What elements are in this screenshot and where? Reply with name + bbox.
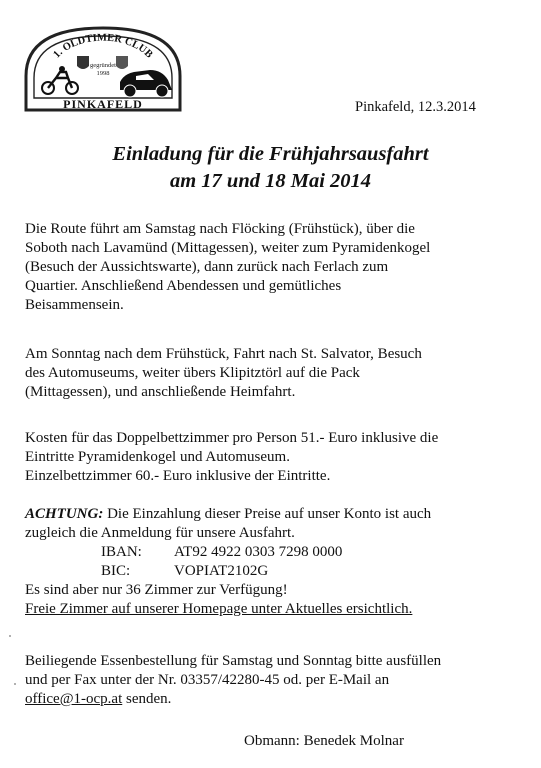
text-line: Soboth nach Lavamünd (Mittagessen), weiter zum Pyramidenkogel <box>25 240 431 256</box>
route-saturday-paragraph <box>25 220 430 315</box>
text-line: und per Fax unter der Nr. 03357/42280-45 od. per E-Mail an <box>25 672 390 688</box>
text-line: (Besuch der Aussichtswarte), dann zurück nach Ferlach zum <box>25 259 389 275</box>
text-line: (Mittagessen), und anschließende Heimfahrt. <box>25 384 296 400</box>
text-line: Die Route führt am Samstag nach Flöcking (Frühstück), über die <box>25 221 415 237</box>
club-logo <box>22 24 184 114</box>
page-title <box>0 141 541 195</box>
bic-label: BIC: <box>101 563 131 579</box>
costs-paragraph <box>25 429 438 486</box>
meal-order-paragraph <box>25 652 441 709</box>
iban-label: IBAN: <box>101 544 142 560</box>
text-line: des Automuseums, weiter übers Klipitztörl auf die Pack <box>25 365 360 381</box>
payment-paragraph <box>25 505 431 619</box>
logo-arc-text: 1. OLDTIMER CLUB <box>51 32 155 61</box>
text-line: Es sind aber nur 36 Zimmer zur Verfügung! <box>25 582 288 598</box>
bic-line <box>25 562 431 581</box>
scan-speck <box>14 683 16 685</box>
text-line: Beiliegende Essenbestellung für Samstag und Sonntag bitte ausfüllen <box>25 653 442 669</box>
text-line: Einzelbettzimmer 60.- Euro inklusive der Eintritte. <box>25 468 331 484</box>
text-fragment: senden. <box>122 691 172 707</box>
date-line: Pinkafeld, 12.3.2014 <box>355 99 476 115</box>
route-sunday-paragraph <box>25 345 422 402</box>
homepage-note: Freie Zimmer auf unserer Homepage unter Aktuelles ersichtlich. <box>25 601 413 617</box>
achtung-label: ACHTUNG: <box>25 506 104 522</box>
signature-line: Obmann: Benedek Molnar <box>244 733 404 749</box>
logo-founded-label: gegründet <box>90 62 116 69</box>
text-line <box>25 690 441 709</box>
text-line: Quartier. Anschließend Abendessen und gemütliches <box>25 278 342 294</box>
iban-value: AT92 4922 0303 7298 0000 <box>174 544 343 560</box>
iban-line <box>25 543 431 562</box>
bic-value: VOPIAT2102G <box>174 563 269 579</box>
text-line: zugleich die Anmeldung für unsere Ausfahrt. <box>25 525 295 541</box>
achtung-text: Die Einzahlung dieser Preise auf unser Konto ist auch <box>103 506 432 522</box>
title-line-2: am 17 und 18 Mai 2014 <box>169 170 372 192</box>
text-line <box>25 505 431 524</box>
logo-founded-year: 1998 <box>96 70 110 77</box>
text-line: Kosten für das Doppelbettzimmer pro Person 51.- Euro inklusive die <box>25 430 439 446</box>
text-line: Beisammensein. <box>25 297 124 313</box>
text-line: Eintritte Pyramidenkogel und Automuseum. <box>25 449 290 465</box>
email-link[interactable]: office@1-ocp.at <box>25 691 123 707</box>
text-line: Am Sonntag nach dem Frühstück, Fahrt nach St. Salvator, Besuch <box>25 346 422 362</box>
logo-club-name: PINKAFELD <box>63 97 143 111</box>
title-line-1: Einladung für die Frühjahrsausfahrt <box>112 143 429 165</box>
scan-speck <box>9 635 11 637</box>
